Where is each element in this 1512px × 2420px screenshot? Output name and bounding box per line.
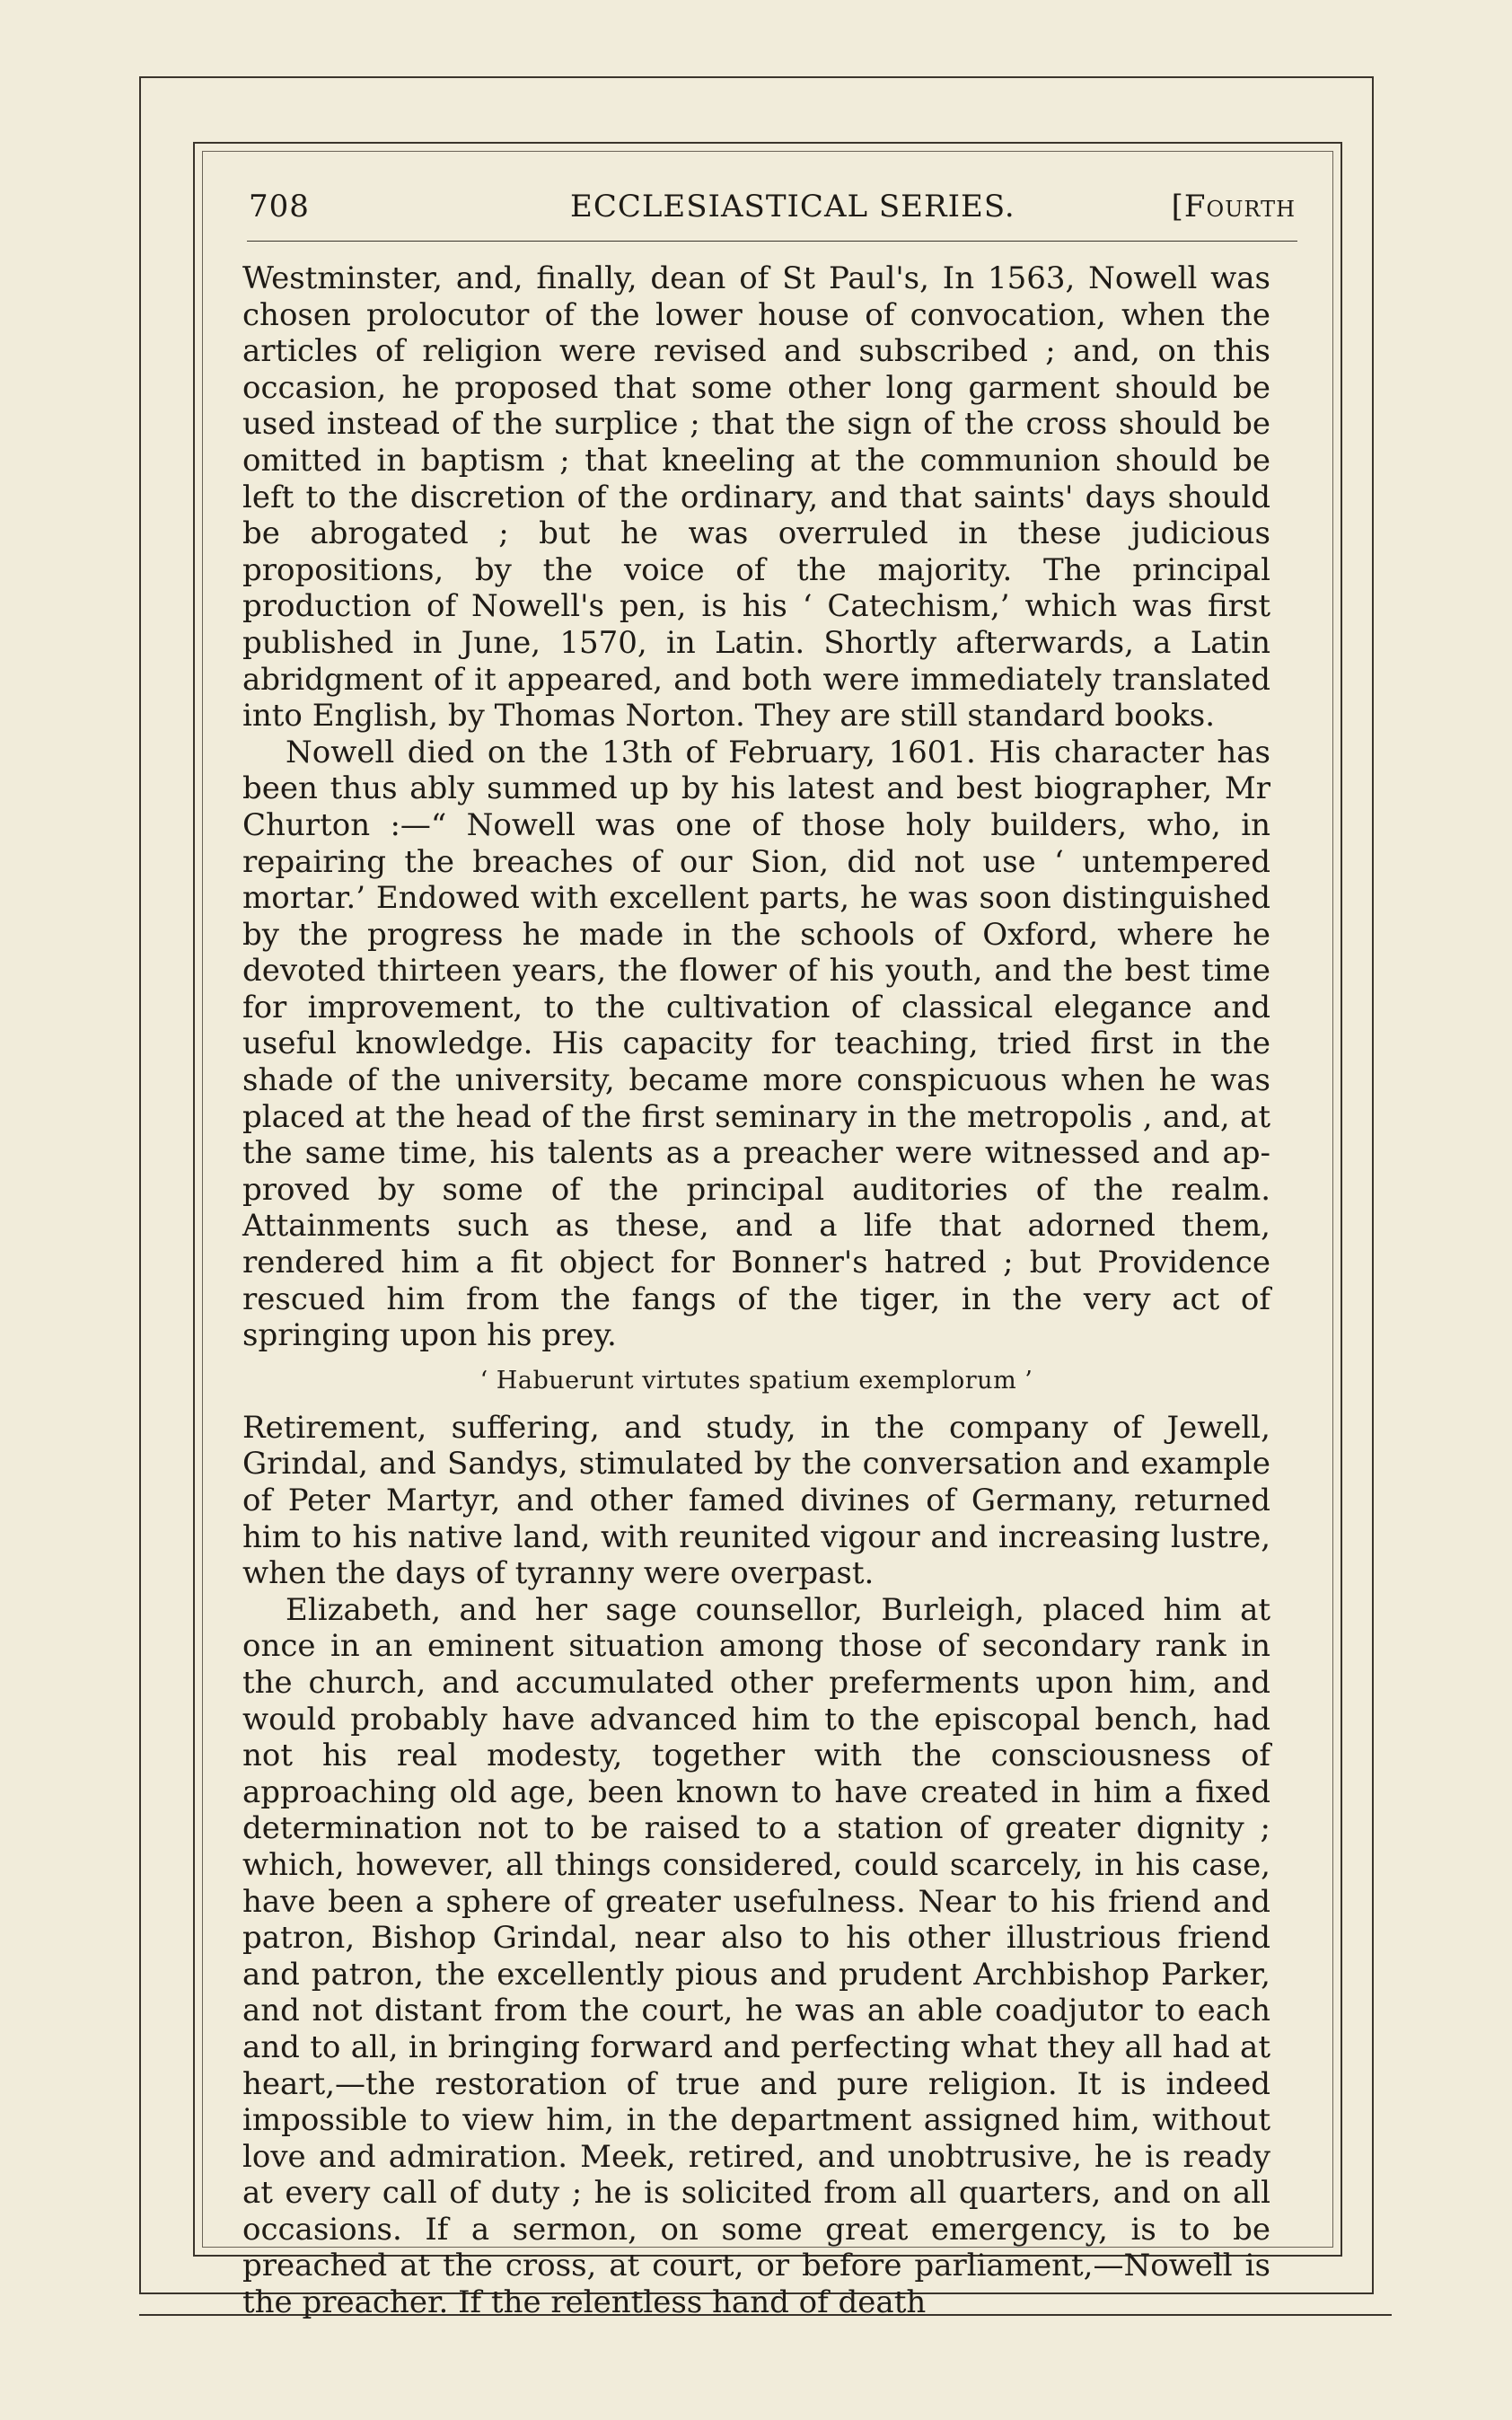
running-head — [247, 189, 1297, 233]
latin-quotation: ‘ Habuerunt virtutes spatium exemplorum ’ — [479, 1366, 1033, 1395]
body-text — [242, 260, 1270, 2321]
page-number: 708 — [249, 189, 310, 224]
paragraph-elizabeth: Elizabeth, and her sage counsellor, Burleigh, placed him at once in an eminent situation among those of secondary rank in the church, and accumulated other preferments upon him, and would probably have advanced him to the episcopal bench, had not his real modesty, together with the consciousness of approaching old age, been known to have created in him a fixed determination not to be raised to a station of greater dignity ; which, however, all things considered, could scarcely, in his case, have been a sphere of greater usefulness. Near to his friend and patron, Bishop Grindal, near also to his other illustrious friend and patron, the excellently pious and prudent Archbishop Parker, and not distant from the court, he was an able coadjutor to each and to all, in bringing forward and perfecting what they all had at heart,—the restoration of true and pure religion. It is indeed impossible to view him, in the department assigned him, without love and admiration. Meek, retired, and unobtrusive, he is ready at every call of duty ; he is solicited from all quarters, and on all occasions. If a sermon, on some great emergency, is to be preached at the cross, at court, or before parliament,—Nowell is the preacher. If the relentless hand of death — [242, 1591, 1270, 2321]
section-label: [Fourth — [1171, 189, 1296, 224]
series-title: ECCLESIASTICAL SERIES. — [570, 189, 1015, 224]
paragraph-continued: Westminster, and, finally, dean of St Paul's, In 1563, Nowell was chosen prolocutor of the lower house of convocation, when the articles of religion were revised and subscribed ; and, on this occasion, he proposed that some other long garment should be used instead of the surplice ; that the sign of the cross should be omitted in baptism ; that kneeling at the communion should be left to the discretion of the ordinary, and that saints' days should be abrogated ; but he was overruled in these judicious propositions, by the voice of the majority. The principal production of Nowell's pen, is his ‘ Catechism,’ which was first published in June, 1570, in Latin. Shortly afterwards, a Latin abridgment of it appeared, and both were immediately translated into English, by Thomas Norton. They are still standard books. — [242, 260, 1270, 735]
paragraph-retirement: Retirement, suffering, and study, in the company of Jewell, Grindal, and Sandys, stimulated by the conversation and example of Peter Martyr, and other famed divines of Germany, returned him to his native land, with reunited vigour and increasing lustre, when the days of tyranny were overpast. — [242, 1409, 1270, 1592]
paragraph-nowell-death: Nowell died on the 13th of February, 1601. His character has been thus ably summed up by his latest and best biographer, Mr Churton :—“ Nowell was one of those holy builders, who, in repairing the breaches of our Sion, did not use ‘ untempered mortar.’ Endowed with excellent parts, he was soon distinguished by the progress he made in the schools of Oxford, where he devoted thirteen years, the flower of his youth, and the best time for improvement, to the cultivation of classical elegance and useful knowledge. His capacity for teaching, tried first in the shade of the university, became more conspicuous when he was placed at the head of the first seminary in the metropolis , and, at the same time, his talents as a preacher were witnessed and approved by some of the principal auditories of the realm. Attainments such as these, and a life that adorned them, rendered him a fit object for Bonner's hatred ; but Providence rescued him from the fangs of the tiger, in the very act of springing upon his prey. — [242, 734, 1270, 1354]
header-rule — [247, 241, 1297, 242]
